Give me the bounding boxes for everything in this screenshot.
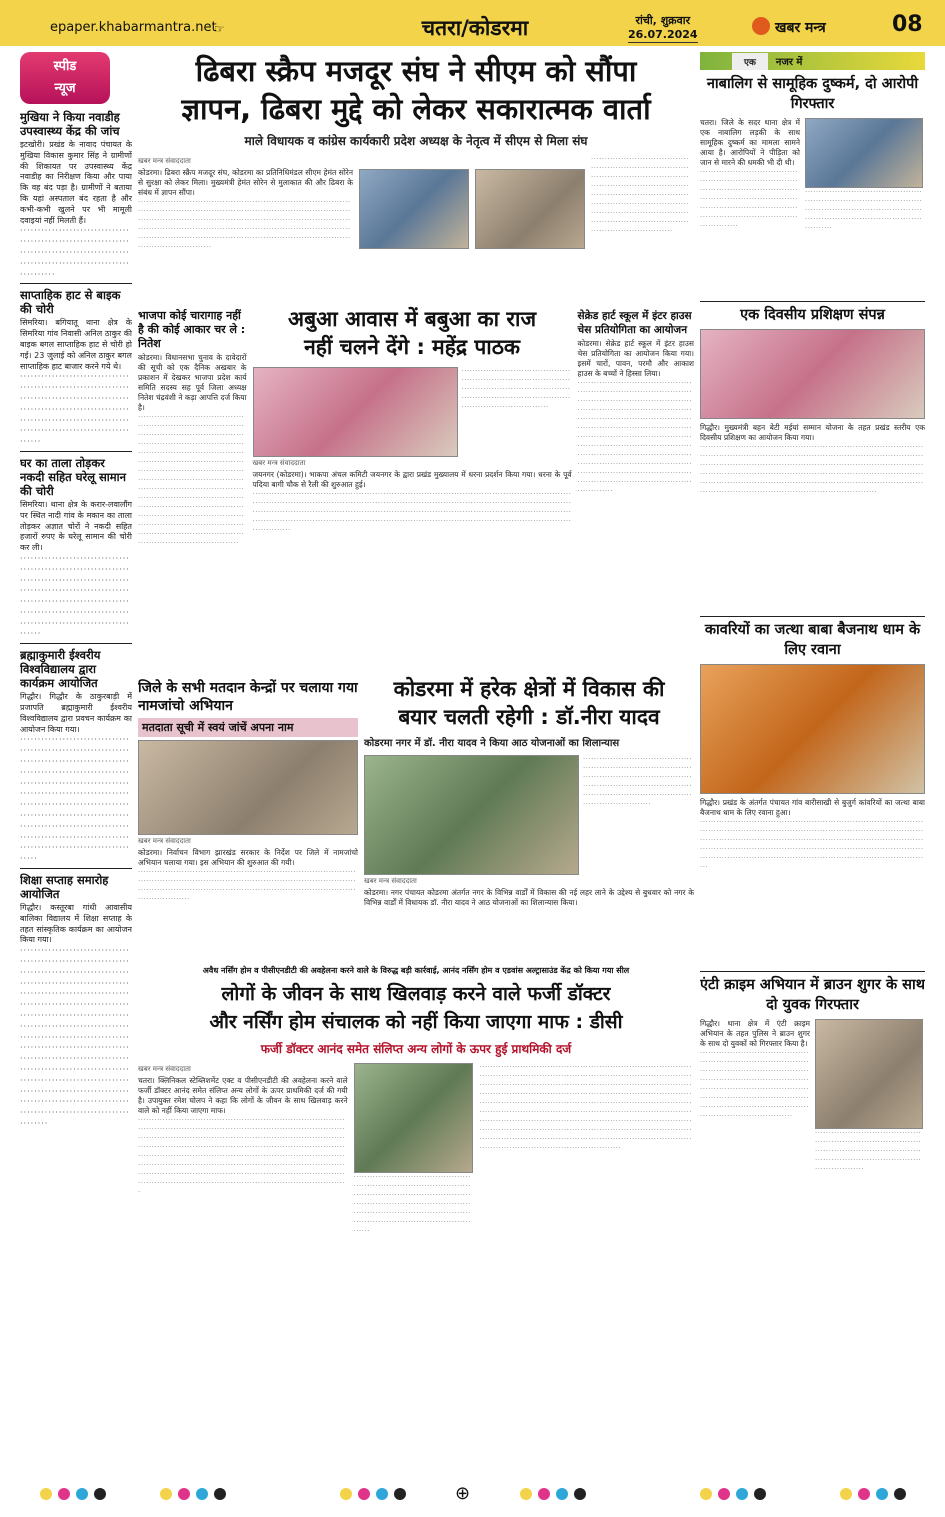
awas-body: जयनगर (कोडरमा)। भाकपा अंचल कमिटी जयनगर के द्वारा प्रखंड मुख्यालय में धरना प्रदर्शन किया गया। धरना के पूर्व पदिया बागी चौक से रैली की शुरुआत हुई। <box>252 470 572 489</box>
vikas-body: कोडरमा। नगर पंचायत कोडरमा अंतर्गत नगर के विभिन्न वार्डों में विकास की नई लहर लाने के उद्देश्य से बुधवार को नगर के विभिन्न वार्डों में विधायक डॉ. नीरा यादव ने आठ योजनाओं का शिलान्यास किया। <box>364 888 694 907</box>
doctor-subheadline: फर्जी डॉक्टर आनंद समेत संलिप्त अन्य लोगों के ऊपर हुई प्राथमिकी दर्ज <box>260 1042 572 1056</box>
awas-story[interactable] <box>253 305 572 675</box>
text-filler: ······················································································································································································ <box>805 188 923 232</box>
cursor-icon: ☞ <box>214 22 225 36</box>
divider <box>700 971 925 972</box>
reporter-credit: खबर मन्त्र संवाददाता <box>138 1065 191 1073</box>
text-filler: ································································································································································································································· <box>583 755 693 808</box>
brand-name: खबर मन्त्र <box>775 20 826 36</box>
right-item-title: एक दिवसीय प्रशिक्षण संपन्न <box>740 307 885 323</box>
left-item-title: ब्रह्माकुमारी ईश्वरीय विश्वविद्यालय द्वारा कार्यक्रम आयोजित <box>20 648 101 691</box>
registration-dot <box>94 1488 106 1500</box>
text-filler: ························································································································································································································································································································································································································································································································ <box>20 946 130 1128</box>
right-item-text: गिद्धौर। मुख्यमंत्री बहन बेटी मईयां सम्मान योजना के तहत प्रखंड स्तरीय एक दिवसीय प्रशिक्षण का आयोजन किया गया। <box>700 423 925 442</box>
lead-body: कोडरमा। ढिबरा स्क्रैप मजदूर संघ, कोडरमा का प्रतिनिधिमंडल सीएम हेमंत सोरेन से सुरक्षा को लेकर मिला। मुख्यमंत्री हेमंत सोरेन से मुलाकात की और ढिबरा के संबंध में ज्ञापन सौंपा। <box>138 168 353 197</box>
tab-ek: एक <box>732 53 768 70</box>
text-filler: ································································································································································································································································································································································································································· <box>138 198 351 251</box>
crosshair-icon: ⊕ <box>455 1483 471 1504</box>
registration-dot <box>538 1488 550 1500</box>
vikas-subheadline: कोडरमा नगर में डॉ. नीरा यादव ने किया आठ योजनाओं का शिलान्यास <box>364 738 620 749</box>
lead-story[interactable] <box>138 52 694 305</box>
reporter-credit: खबर मन्त्र संवाददाता <box>252 459 306 467</box>
awas-headline-line1: अबुआ आवास में बबुआ का राज <box>288 307 537 331</box>
doctor-kicker: अवैध नर्सिंग होम व पीसीएनडीटी की अवहेलना करने वाले के विरुद्ध बड़ी कार्रवाई, आनंद नर्सिंग होम व एडवांस अल्ट्रासाउंड केंद्र को किया गया सील <box>202 966 630 975</box>
side-body: कोडरमा। विधानसभा चुनाव के दावेदारों की सूची को एक दैनिक अखबार के प्रकाशन में देखकर भाजपा प्रदेश कार्य समिति सदस्य सह पूर्व जिला अध्यक्ष नितेश चंद्रवंशी ने कड़ा आपत्ति दर्ज किया है। <box>138 353 247 412</box>
main-column <box>138 52 694 1477</box>
registration-dot <box>574 1488 586 1500</box>
booth-body: कोडरमा। निर्वाचन विभाग झारखंड सरकार के निर्देश पर जिले में नामजांचो अभियान चलाया गया। इस अभियान की शुरुआत की गयी। <box>138 848 358 867</box>
awas-photo <box>253 367 458 457</box>
registration-dot <box>700 1488 712 1500</box>
text-filler: ·················································································································································································································································································································································································································································································································································································································································································································································································· <box>479 1063 692 1152</box>
text-filler: ·································································································································································································································································································································································································································································································· <box>252 490 572 534</box>
vikas-headline-line1: कोडरमा में हरेक क्षेत्रों में विकास की <box>393 677 665 701</box>
text-filler: ································································································································································································ <box>20 372 130 447</box>
vikas-story[interactable] <box>364 675 694 965</box>
text-filler: ····························································································································································································································································································································································································································· <box>700 818 924 871</box>
school-story[interactable] <box>578 305 694 675</box>
registration-dot <box>340 1488 352 1500</box>
right-item-title: कावरियों का जत्था बाबा बैजनाथ धाम के लिए रवाना <box>704 622 921 658</box>
side-story[interactable] <box>138 305 247 675</box>
registration-dot <box>754 1488 766 1500</box>
registration-dot <box>736 1488 748 1500</box>
right-item-photo <box>815 1019 923 1129</box>
booth-headline: जिले के सभी मतदान केन्द्रों पर चलाया गया नामजांचो अभियान <box>138 680 358 714</box>
text-filler: ······································································································································ <box>20 226 130 279</box>
right-item[interactable] <box>700 975 925 1249</box>
left-item-text: गिद्धौर। गिद्धौर के ठाकुरबाड़ी में प्रजापति ब्रह्माकुमारी ईश्वरीय विश्वविद्यालय द्वारा प्रवचन कार्यक्रम का आयोजन किया गया। <box>20 692 132 734</box>
left-item-title: मुखिया ने किया नवाडीह उपस्वास्थ्य केंद्र की जांच <box>20 110 120 138</box>
speed-news-logo <box>20 52 110 104</box>
left-item[interactable] <box>20 288 132 448</box>
right-item-photo <box>805 118 923 188</box>
side-headline: भाजपा कोई चारागाह नहीं है की कोई आकार चर ले : नितेश <box>138 309 246 350</box>
doctor-headline-line1: लोगों के जीवन के साथ खिलवाड़ करने वाले फर्जी डॉक्टर <box>221 983 611 1005</box>
registration-dot <box>556 1488 568 1500</box>
left-item[interactable] <box>20 873 132 1130</box>
registration-dot <box>196 1488 208 1500</box>
registration-dot <box>858 1488 870 1500</box>
text-filler: ·························································································································································································································································································································· <box>700 1049 810 1120</box>
text-filler: ········································································································································································································································································ <box>353 1173 471 1235</box>
text-filler: ································································································································································································ <box>461 367 571 411</box>
left-item-text: गिद्धौर। कस्तूरबा गांधी आवासीय बालिका विद्यालय में शिक्षा सप्ताह के तहत सांस्कृतिक कार्यक्रम का आयोजन किया गया। <box>20 903 132 945</box>
registration-dot <box>214 1488 226 1500</box>
booth-photo <box>138 740 358 835</box>
registration-dot <box>376 1488 388 1500</box>
epaper-url[interactable]: epaper.khabarmantra.net <box>50 20 217 35</box>
page-number: 08 <box>892 12 923 37</box>
text-filler: ··························································································································································································································································································································································································································································································· <box>700 443 924 496</box>
reporter-credit: खबर मन्त्र संवाददाता <box>364 877 417 885</box>
lead-photo <box>359 169 469 249</box>
divider <box>20 643 132 644</box>
left-item-title: शिक्षा सप्ताह समारोह आयोजित <box>20 873 109 902</box>
lead-headline-line1: ढिबरा स्क्रैप मजदूर संघ ने सीएम को सौंपा <box>195 54 637 88</box>
lead-subheadline: माले विधायक व कांग्रेस कार्यकारी प्रदेश अध्यक्ष के नेतृत्व में सीएम से मिला संघ <box>244 134 588 148</box>
registration-dot <box>840 1488 852 1500</box>
lead-headline-line2: ज्ञापन, ढिबरा मुद्दे को लेकर सकारात्मक वार्ता <box>181 92 651 126</box>
logo-bottom-text: न्यूज <box>54 81 76 96</box>
right-item-title: एंटी क्राइम अभियान में ब्राउन शुगर के साथ दो युवक गिरफ्तार <box>700 977 925 1013</box>
left-item-text: सिमरिया। थाना क्षेत्र के करार-लवालौंग पर स्थित नादी गांव के मकान का ताला तोड़कर अज्ञात चोरों ने नकदी सहित हजारों रुपए के घरेलू सामान की चोरी कर ली। <box>20 499 132 553</box>
text-filler: ······································································································································································································································ <box>700 168 799 230</box>
reporter-credit: खबर मन्त्र संवाददाता <box>138 837 191 845</box>
masthead-bar <box>0 0 945 46</box>
registration-dot <box>76 1488 88 1500</box>
registration-dot <box>876 1488 888 1500</box>
booth-story[interactable] <box>138 675 358 965</box>
text-filler: ····································································································································································································································································································································································································································································································································· <box>577 379 693 495</box>
registration-dot <box>894 1488 906 1500</box>
registration-dot <box>358 1488 370 1500</box>
dateline <box>628 14 698 43</box>
city-day: रांची, शुक्रवार <box>635 14 691 27</box>
section-title: चतरा/कोडरमा <box>421 16 529 40</box>
divider <box>20 451 132 452</box>
doctor-headline-line2: और नर्सिंग होम संचालक को नहीं किया जाएगा माफ : डीसी <box>209 1011 623 1033</box>
left-item[interactable] <box>20 648 132 865</box>
right-item-photo <box>700 329 925 419</box>
right-item[interactable] <box>700 620 925 968</box>
text-filler: ······································································································································································································································································································································································································································································································································································································· <box>138 413 245 547</box>
print-registration-bar <box>0 1480 945 1517</box>
reporter-credit: खबर मन्त्र संवाददाता <box>138 157 191 165</box>
left-item[interactable] <box>20 456 132 640</box>
text-filler: ······························································································································································································································································································································ <box>591 155 690 235</box>
text-filler: ··································································································································································································································································· <box>138 868 357 903</box>
booth-subheadline: मतदाता सूची में स्वयं जांचें अपना नाम <box>138 718 358 737</box>
school-body: कोडरमा। सेक्रेड हार्ट स्कूल में इंटर हाउस चेस प्रतियोगिता का आयोजन किया गया। इसमें चारों, पावन, परमौ और आकाश हाउस के बच्चों ने हिस्सा लिया। <box>577 339 694 378</box>
doctor-photo <box>354 1063 474 1173</box>
ek-nazar-tab <box>700 52 925 70</box>
divider <box>20 283 132 284</box>
registration-dot <box>40 1488 52 1500</box>
right-column <box>700 52 925 1477</box>
brand-logo-icon <box>752 17 770 35</box>
right-item-title: नाबालिग से सामूहिक दुष्कर्म, दो आरोपी गिरफ्तार <box>706 76 919 112</box>
vikas-headline-line2: बयार चलती रहेगी : डॉ.नीरा यादव <box>398 705 660 729</box>
registration-dot <box>718 1488 730 1500</box>
vikas-photo <box>364 755 579 875</box>
divider <box>700 616 925 617</box>
text-filler: ·························································································································································································································································································································································· <box>20 735 130 864</box>
registration-dot <box>160 1488 172 1500</box>
left-column <box>20 52 132 1477</box>
text-filler: ·············································································································································································· <box>815 1129 922 1173</box>
divider <box>700 301 925 302</box>
left-item-title: घर का ताला तोड़कर नकदी सहित घरेलू सामान की चोरी <box>20 455 127 498</box>
right-item-text: गिद्धौर। थाना क्षेत्र में एंटी क्राइम अभियान के तहत पुलिस ने ब्राउन शुगर के साथ दो युवकों को गिरफ्तार किया है। <box>700 1019 810 1048</box>
right-item[interactable] <box>700 305 925 613</box>
text-filler: ································································································································································································································································································································································································································································································································································································································· <box>138 1116 346 1196</box>
logo-top-text: स्पीड <box>53 59 77 74</box>
registration-dot <box>520 1488 532 1500</box>
right-item-text: चतरा। जिले के सदर थाना क्षेत्र में एक नाबालिग लड़की के साथ सामूहिक दुष्कर्म का मामला सामने आया है। आरोपियों ने पीड़िता को जान से मारने की धमकी भी दी थी। <box>700 118 800 167</box>
right-item-photo <box>700 664 925 794</box>
divider <box>20 868 132 869</box>
doctor-story[interactable] <box>138 965 694 1323</box>
tab-nazar: नजर में <box>775 57 803 68</box>
registration-dot <box>58 1488 70 1500</box>
right-item-text: गिद्धौर। प्रखंड के अंतर्गत पंचायत गांव बारीसाखी से बुजुर्ग कांवरियों का जत्था बाबा बैजनाथ धाम के लिए रवाना हुआ। <box>700 798 925 817</box>
left-item[interactable] <box>20 110 132 280</box>
school-headline: सेक्रेड हार्ट स्कूल में इंटर हाउस चेस प्रतियोगिता का आयोजन <box>577 310 692 336</box>
left-item-title: साप्ताहिक हाट से बाइक की चोरी <box>20 288 121 317</box>
registration-dot <box>178 1488 190 1500</box>
left-item-text: सिमरिया। बगियातू थाना क्षेत्र के सिमरिया गांव निवासी अनिल ठाकुर की बाइक बगल साप्ताहिक हाट से चोरी हो गई। 23 जुलाई को अनिल ठाकुर बगल साप्ताहिक हाट बाजार करने गये थे। <box>20 318 132 371</box>
issue-date: 26.07.2024 <box>628 28 698 41</box>
left-item-text: इटखोरी। प्रखंड के नावाद पंचायत के मुखिया विकास कुमार सिंह ने ग्रामीणों की शिकायत पर उपस्वास्थ्य केंद्र नवाडीह का निरीक्षण किया और पाया कि वह बंद पड़ा है। ग्रामीणों ने बताया कि यहां अस्पताल बंद रहता है और कभी-कभी खुलने पर भी मामूली दवाइयां नहीं मिलती हैं। <box>20 140 132 225</box>
text-filler: ······························································································································································································································· <box>20 553 130 639</box>
doctor-body: चतरा। क्लिनिकल स्टेब्लिशमेंट एक्ट व पीसीएनडीटी की अवहेलना करने वाले फर्जी डॉक्टर आनंद समेत संलिप्त अन्य लोगों के ऊपर प्राथमिकी दर्ज की गयी है। उपायुक्त रमेश घोलप ने कहा कि लोगों के जीवन के साथ खिलवाड़ करने वाले को नहीं किया जाएगा माफ। <box>138 1076 348 1115</box>
registration-dot <box>394 1488 406 1500</box>
awas-headline-line2: नहीं चलने देंगे : महेंद्र पाठक <box>304 335 521 359</box>
lead-photo-2 <box>475 169 585 249</box>
right-item[interactable] <box>700 74 925 298</box>
